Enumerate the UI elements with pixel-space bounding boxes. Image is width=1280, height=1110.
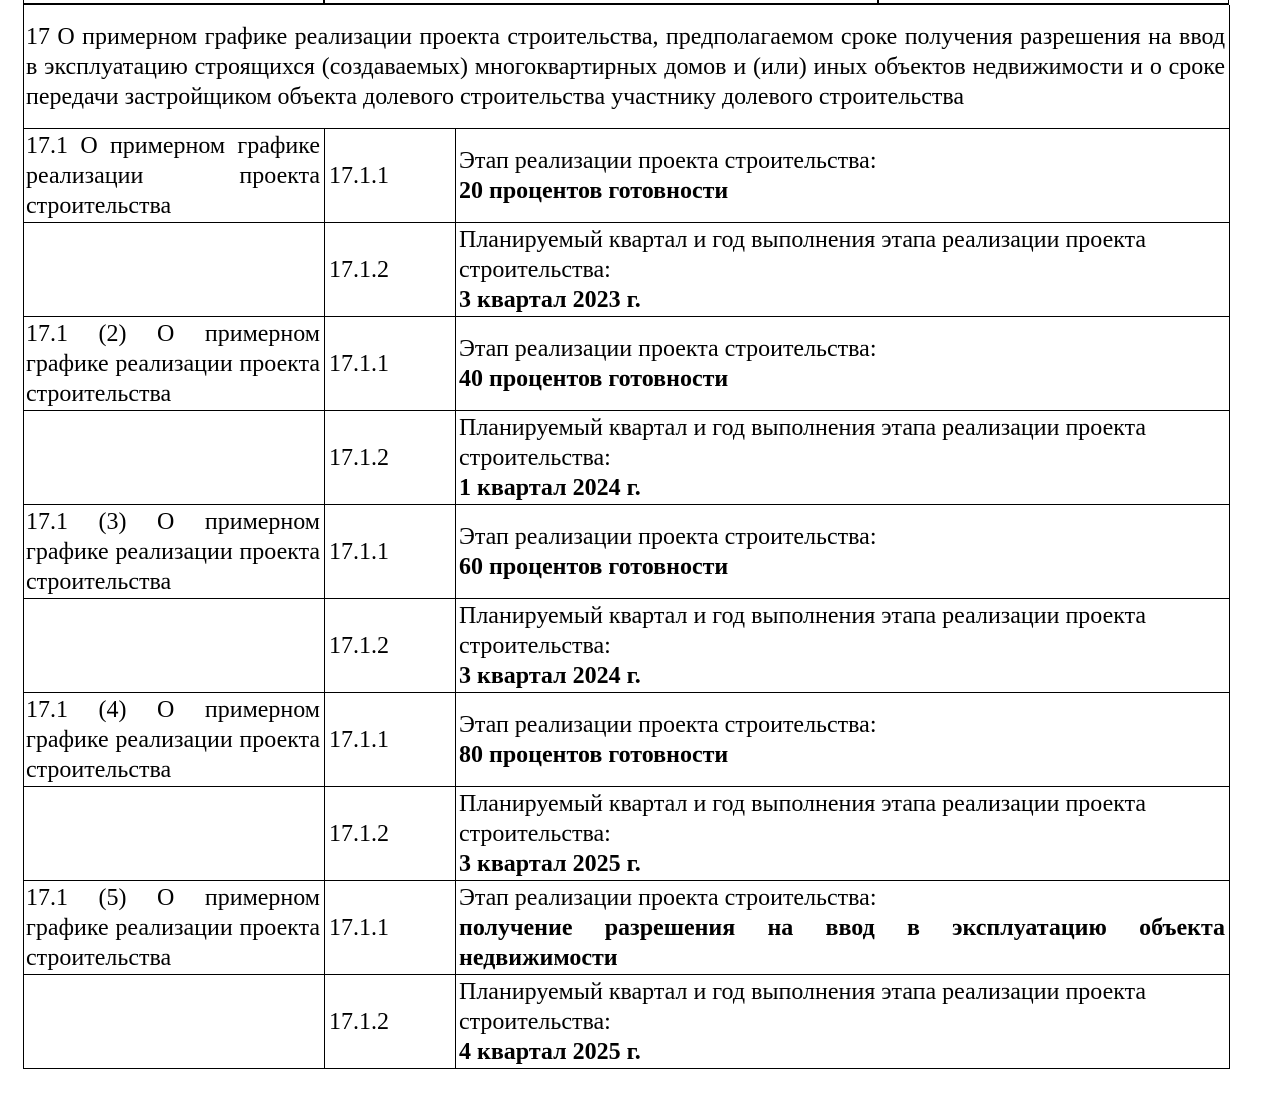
table-row — [24, 787, 1230, 881]
period-label: Планируемый квартал и год выполнения этапа реализации проекта строительства: — [459, 978, 1147, 1035]
period-label: Планируемый квартал и год выполнения этапа реализации проекта строительства: — [459, 226, 1147, 283]
period-cell — [456, 787, 1230, 881]
table-row — [24, 881, 1230, 975]
table-row — [24, 411, 1230, 505]
stage-value: получение разрешения на ввод в эксплуатацию объекта недвижимости — [459, 914, 1226, 971]
stage-cell — [456, 693, 1230, 787]
stage-cell — [456, 881, 1230, 975]
document-page — [23, 0, 1229, 1069]
table-row — [24, 129, 1230, 223]
stage-code: 17.1.1 — [325, 129, 456, 223]
section-title: 17 О примерном графике реализации проекта строительства, предполагаемом сроке получения разрешения на ввод в эксплуатацию строящихся (создаваемых) многоквартирных домов и (или) иных объектов недвижимости и о сроке передачи застройщиком объекта долевого строительства участнику долевого строительства — [24, 5, 1230, 129]
empty-cell — [24, 787, 325, 881]
stage-title: 17.1 О примерном графике реализации проекта строительства — [24, 129, 325, 223]
stage-label: Этап реализации проекта строительства: — [459, 335, 877, 362]
empty-cell — [24, 599, 325, 693]
stage-label: Этап реализации проекта строительства: — [459, 147, 877, 174]
stage-label: Этап реализации проекта строительства: — [459, 884, 877, 911]
period-code: 17.1.2 — [325, 975, 456, 1069]
period-code: 17.1.2 — [325, 599, 456, 693]
table-row — [24, 317, 1230, 411]
empty-cell — [24, 223, 325, 317]
period-cell — [456, 975, 1230, 1069]
stage-cell — [456, 505, 1230, 599]
column-divider-tick — [877, 0, 879, 5]
stage-value: 40 процентов готовности — [459, 365, 729, 392]
period-value: 3 квартал 2024 г. — [459, 662, 641, 689]
empty-cell — [24, 975, 325, 1069]
period-cell — [456, 223, 1230, 317]
stage-label: Этап реализации проекта строительства: — [459, 523, 877, 550]
construction-schedule-table — [23, 5, 1230, 1069]
table-row — [24, 693, 1230, 787]
period-cell — [456, 599, 1230, 693]
column-divider-tick — [323, 0, 325, 5]
stage-value: 80 процентов готовности — [459, 741, 729, 768]
table-row — [24, 975, 1230, 1069]
empty-cell — [24, 411, 325, 505]
period-label: Планируемый квартал и год выполнения этапа реализации проекта строительства: — [459, 790, 1147, 847]
stage-code: 17.1.1 — [325, 881, 456, 975]
stage-cell — [456, 129, 1230, 223]
period-value: 1 квартал 2024 г. — [459, 474, 641, 501]
period-cell — [456, 411, 1230, 505]
stage-code: 17.1.1 — [325, 505, 456, 599]
stage-code: 17.1.1 — [325, 317, 456, 411]
period-code: 17.1.2 — [325, 787, 456, 881]
table-row — [24, 505, 1230, 599]
stage-cell — [456, 317, 1230, 411]
table-row — [24, 223, 1230, 317]
stage-title: 17.1 (4) О примерном графике реализации проекта строительства — [24, 693, 325, 787]
period-code: 17.1.2 — [325, 223, 456, 317]
stage-value: 20 процентов готовности — [459, 177, 729, 204]
stage-code: 17.1.1 — [325, 693, 456, 787]
section-header-row — [24, 5, 1230, 129]
stage-title: 17.1 (2) О примерном графике реализации проекта строительства — [24, 317, 325, 411]
table-row — [24, 599, 1230, 693]
previous-table-bottom-edge — [23, 0, 1229, 5]
stage-label: Этап реализации проекта строительства: — [459, 711, 877, 738]
stage-value: 60 процентов готовности — [459, 553, 729, 580]
stage-title: 17.1 (5) О примерном графике реализации проекта строительства — [24, 881, 325, 975]
period-value: 3 квартал 2023 г. — [459, 286, 641, 313]
period-code: 17.1.2 — [325, 411, 456, 505]
stage-title: 17.1 (3) О примерном графике реализации проекта строительства — [24, 505, 325, 599]
period-label: Планируемый квартал и год выполнения этапа реализации проекта строительства: — [459, 602, 1147, 659]
period-value: 4 квартал 2025 г. — [459, 1038, 641, 1065]
period-label: Планируемый квартал и год выполнения этапа реализации проекта строительства: — [459, 414, 1147, 471]
period-value: 3 квартал 2025 г. — [459, 850, 641, 877]
